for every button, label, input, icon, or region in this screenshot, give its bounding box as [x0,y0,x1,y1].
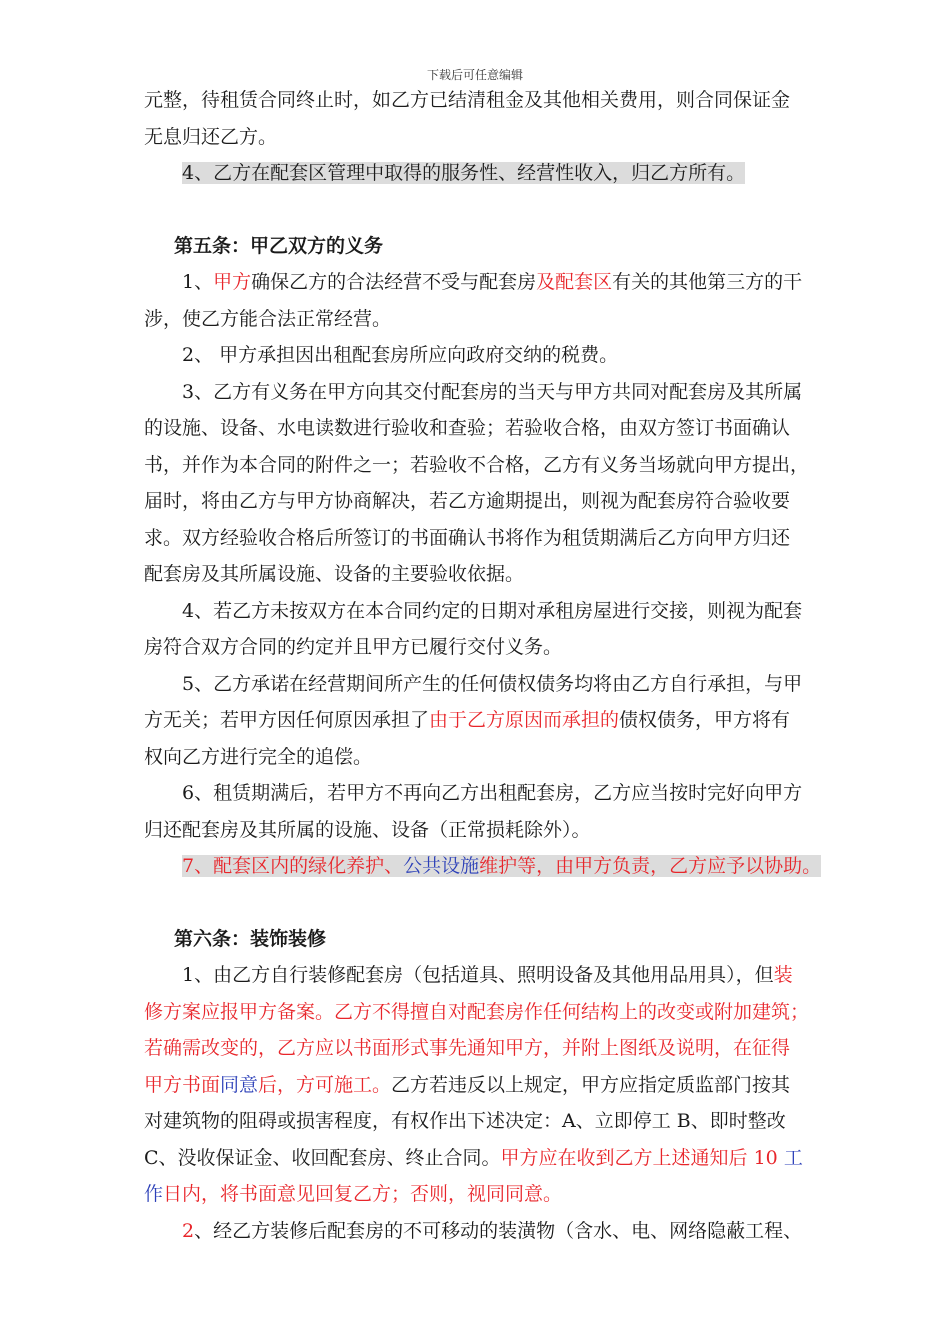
text-run: 1、 [182,271,214,293]
text-run: 债权债务，甲方将有 [619,709,791,731]
spacer [144,885,824,921]
red-text: 7、配套区内的绿化养护、 [182,855,404,877]
paragraph-line: 归还配套房及其所属的设施、设备（正常损耗除外）。 [144,818,591,841]
clause-5-2: 2、 甲方承担因出租配套房所应向政府交纳的税费。 [182,344,619,366]
blue-text: 公共设施 [403,855,480,877]
red-text: 装 [773,964,793,986]
red-text: 及配套区 [536,271,613,293]
paragraph-line: 的设施、设备、水电读数进行验收和查验；若验收合格，由双方签订书面确认 [144,417,791,439]
text-run: 、经乙方装修后配套房的不可移动的装潢物（含水、电、网络隐蔽工程、 [194,1219,803,1242]
section-5-title: 第五条：甲乙双方的义务 [174,234,384,257]
paragraph-line: 涉，使乙方能合法正常经营。 [144,307,392,330]
clause-5-6: 6、租赁期满后，若甲方不再向乙方出租配套房，乙方应当按时完好向甲方 [182,782,803,804]
highlighted-text [182,855,821,877]
blue-text: 同意 [220,1073,259,1096]
page-header: 下载后可任意编辑 [426,68,523,82]
text-run: 有关的其他第三方的干 [612,271,803,293]
document-body [144,82,824,1249]
text-run: C、没收保证金、收回配套房、终止合同。 [144,1146,501,1169]
clause-6-1 [144,957,824,994]
highlighted-text: 4、乙方在配套区管理中取得的服务性、经营性收入，归乙方所有。 [182,162,746,184]
red-text: 后，方可施工。 [258,1073,392,1096]
clause-6-2 [144,1213,824,1250]
paragraph-line [144,1140,824,1177]
paragraph-line: 修方案应报甲方备案。乙方不得擅自对配套房作任何结构上的改变或附加建筑； [144,1000,810,1023]
paragraph-line [144,702,824,739]
red-text: 由于乙方原因而承担的 [429,709,620,731]
paragraph-line: 元整，待租赁合同终止时，如乙方已结清租金及其他相关费用，则合同保证金 [144,89,791,111]
red-text: 2 [182,1219,195,1242]
red-text: 甲方书面 [144,1073,221,1096]
red-text: 维护等，由甲方负责，乙方应予以协助。 [479,855,822,877]
paragraph-line: 届时，将由乙方与甲方协商解决，若乙方逾期提出，则视为配套房符合验收要 [144,490,791,512]
paragraph-line: 书，并作为本合同的附件之一；若验收不合格，乙方有义务当场就向甲方提出， [144,453,810,476]
blue-text: 工 [783,1146,803,1169]
paragraph-line: 配套房及其所属设施、设备的主要验收依据。 [144,563,525,585]
text-run: 乙方若违反以上规定，甲方应指定质监部门按其 [391,1073,791,1096]
paragraph-line [144,1067,824,1104]
red-text: 甲方应在收到乙方上述通知后 10 [500,1146,784,1169]
paragraph-line [144,1176,824,1213]
red-text: 甲方 [213,271,252,293]
clause-5-1 [144,264,824,301]
clause-5-4: 4、若乙方未按双方在本合同约定的日期对承租房屋进行交接，则视为配套 [182,599,803,622]
text-run: 1、由乙方自行装修配套房（包括道具、照明设备及其他用品用具），但 [182,964,774,986]
text-run: 确保乙方的合法经营不受与配套房 [251,271,537,293]
paragraph-line: 对建筑物的阻碍或损害程度，有权作出下述决定：A、立即停工 B、即时整改 [144,1110,786,1132]
spacer [144,192,824,228]
red-text: 日内，将书面意见回复乙方；否则，视同同意。 [163,1183,563,1205]
paragraph-line: 房符合双方合同的约定并且甲方已履行交付义务。 [144,636,563,658]
section-6-title: 第六条：装饰装修 [174,927,327,950]
paragraph-line: 权向乙方进行完全的追偿。 [144,745,373,768]
clause-5-3: 3、乙方有义务在甲方向其交付配套房的当天与甲方共同对配套房及其所属 [182,380,803,403]
text-run: 方无关；若甲方因任何原因承担了 [144,709,430,731]
paragraph-line: 求。双方经验收合格后所签订的书面确认书将作为租赁期满后乙方向甲方归还 [144,526,791,549]
clause-5-5: 5、乙方承诺在经营期间所产生的任何债权债务均将由乙方自行承担，与甲 [182,672,803,695]
clause-5-7 [144,848,824,885]
clause-4-4 [144,155,824,192]
paragraph-line: 若确需改变的，乙方应以书面形式事先通知甲方，并附上图纸及说明，在征得 [144,1037,791,1059]
blue-text: 作 [144,1183,164,1205]
paragraph-line: 无息归还乙方。 [144,125,278,148]
